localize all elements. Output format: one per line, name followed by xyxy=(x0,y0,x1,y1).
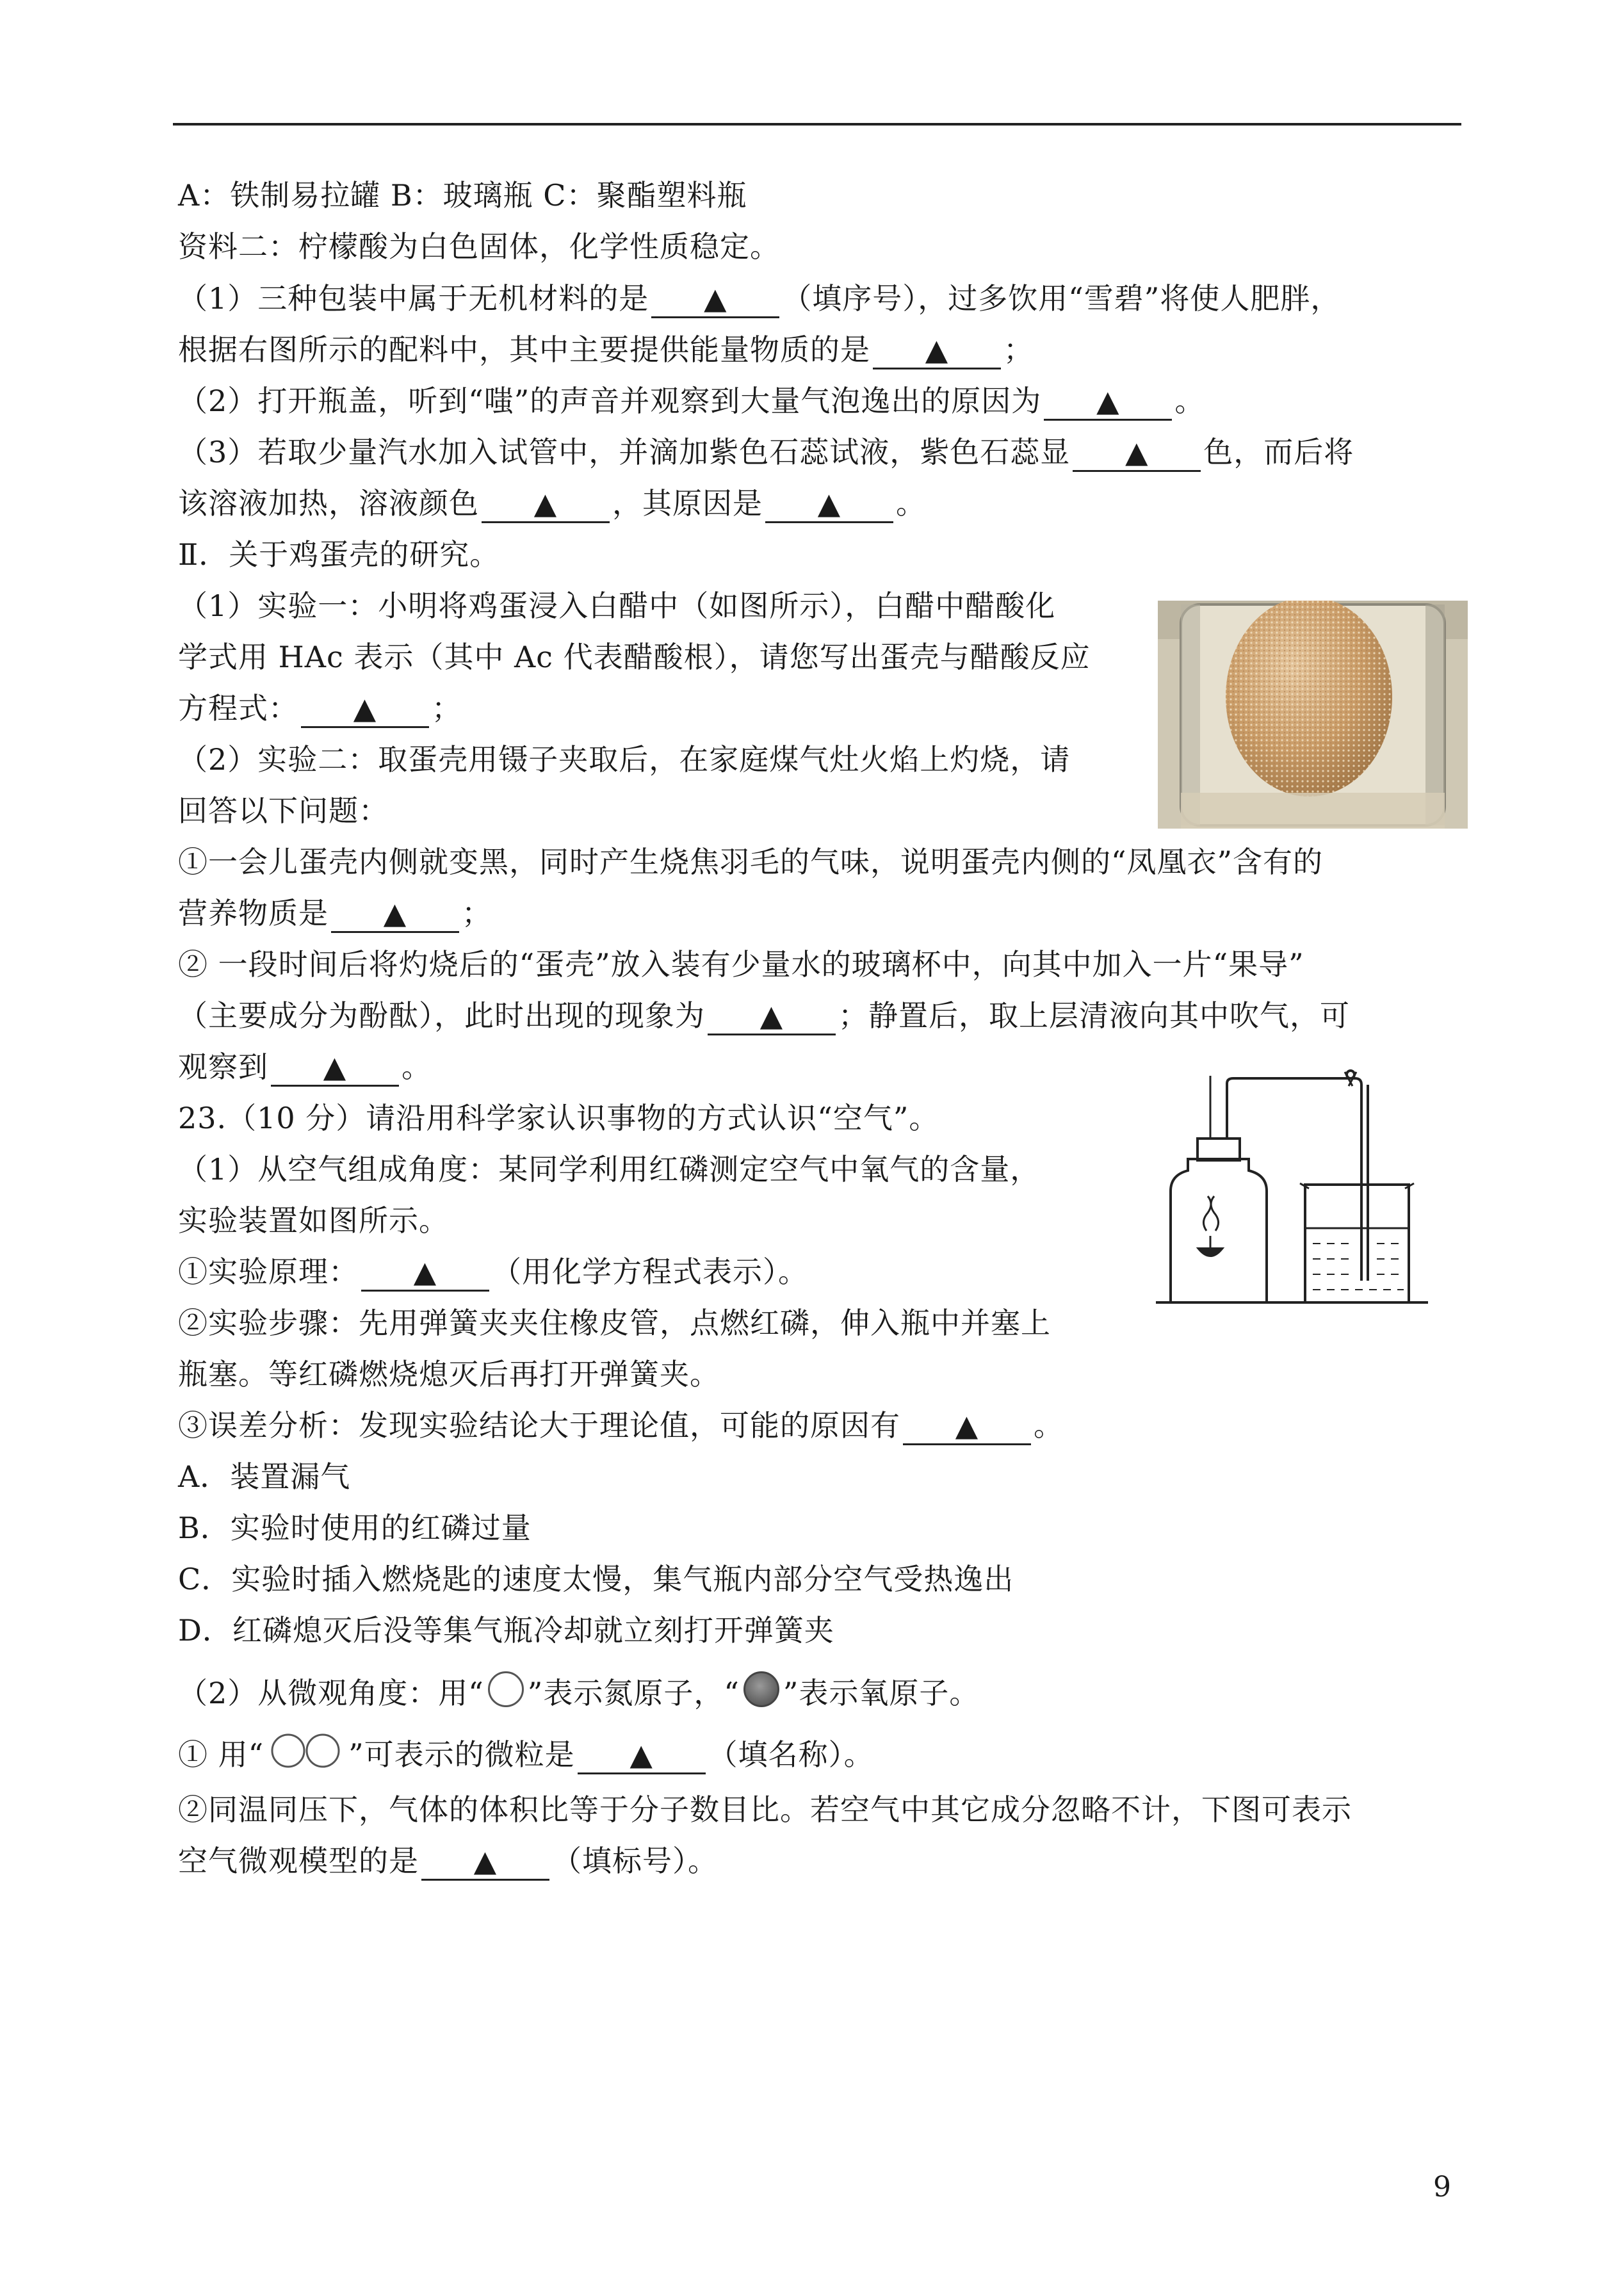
oxygen-atom-icon xyxy=(743,1671,779,1707)
question-heading: 23.（10 分）请沿用科学家认识事物的方式认识“空气”。 xyxy=(178,1101,939,1135)
text-line: ②实验步骤：先用弹簧夹夹住橡皮管，点燃红磷，伸入瓶中并塞上 xyxy=(178,1306,1051,1340)
text-line: 实验装置如图所示。 xyxy=(178,1203,449,1238)
text-line: ②同温同压下，气体的体积比等于分子数目比。若空气中其它成分忽略不计，下图可表示 xyxy=(178,1792,1352,1827)
egg-in-vinegar-photo xyxy=(1158,601,1468,829)
answer-blank: ▲ xyxy=(708,998,836,1035)
text-line: 方程式： ▲ ； xyxy=(178,689,462,728)
text-line: 资料二：柠檬酸为白色固体，化学性质稳定。 xyxy=(178,229,780,264)
text-line: 学式用 HAc 表示（其中 Ac 代表醋酸根），请您写出蛋壳与醋酸反应 xyxy=(178,640,1091,674)
text-line: （2）从微观角度：用“ ”表示氮原子，“ ”表示氧原子。 xyxy=(178,1671,979,1712)
text-line: （3）若取少量汽水加入试管中，并滴加紫色石蕊试液，紫色石蕊显 ▲ 色，而后将 xyxy=(178,433,1354,472)
answer-blank: ▲ xyxy=(361,1254,489,1292)
text-line: ③误差分析：发现实验结论大于理论值，可能的原因有 ▲ 。 xyxy=(178,1406,1064,1445)
text-line: （1）实验一：小明将鸡蛋浸入白醋中（如图所示），白醋中醋酸化 xyxy=(178,588,1056,623)
text-line: 空气微观模型的是 ▲ （填标号）。 xyxy=(178,1842,718,1881)
option-b: B．实验时使用的红磷过量 xyxy=(178,1511,532,1545)
answer-blank: ▲ xyxy=(651,280,779,318)
header-rule xyxy=(173,123,1461,126)
page-number: 9 xyxy=(1433,2171,1451,2203)
text-line: （1）从空气组成角度：某同学利用红磷测定空气中氧气的含量， xyxy=(178,1152,1041,1187)
text-line: ① 用“ ”可表示的微粒是 ▲ （填名称）。 xyxy=(178,1733,874,1778)
text-line: （主要成分为酚酞），此时出现的现象为 ▲ ；静置后，取上层清液向其中吹气，可 xyxy=(178,996,1350,1035)
answer-blank: ▲ xyxy=(903,1407,1031,1445)
answer-blank: ▲ xyxy=(301,690,429,728)
text-line: 根据右图所示的配料中，其中主要提供能量物质的是 ▲ ； xyxy=(178,330,1034,369)
answer-blank: ▲ xyxy=(578,1737,706,1774)
option-a: A．装置漏气 xyxy=(178,1459,351,1494)
option-c: C．实验时插入燃烧匙的速度太慢，集气瓶内部分空气受热逸出 xyxy=(178,1562,1014,1596)
nitrogen-molecule-icon xyxy=(268,1733,345,1778)
answer-blank: ▲ xyxy=(271,1049,399,1087)
text-line: （1）三种包装中属于无机材料的是 ▲ （填序号），过多饮用“雪碧”将使人肥胖， xyxy=(178,279,1340,318)
text-line: 回答以下问题： xyxy=(178,793,389,828)
text-line: 营养物质是 ▲ ； xyxy=(178,894,492,933)
text-line: ② 一段时间后将灼烧后的“蛋壳”放入装有少量水的玻璃杯中，向其中加入一片“果导” xyxy=(178,947,1304,982)
answer-blank: ▲ xyxy=(421,1843,549,1881)
text-line: （2）打开瓶盖，听到“嗤”的声音并观察到大量气泡逸出的原因为 ▲ 。 xyxy=(178,382,1205,421)
answer-blank: ▲ xyxy=(1073,434,1201,472)
phosphorus-apparatus-diagram xyxy=(1153,1057,1434,1306)
text-line: 该溶液加热，溶液颜色 ▲ ，其原因是 ▲ 。 xyxy=(178,484,926,523)
text-line: ①一会儿蛋壳内侧就变黑，同时产生烧焦羽毛的气味，说明蛋壳内侧的“凤凰衣”含有的 xyxy=(178,845,1324,879)
answer-blank: ▲ xyxy=(873,332,1001,369)
answer-blank: ▲ xyxy=(331,895,459,933)
text-line: ①实验原理： ▲ （用化学方程式表示）。 xyxy=(178,1253,808,1292)
answer-blank: ▲ xyxy=(482,485,610,523)
text-line: 观察到 ▲ 。 xyxy=(178,1048,432,1087)
section-heading: Ⅱ．关于鸡蛋壳的研究。 xyxy=(178,537,500,572)
answer-blank: ▲ xyxy=(1044,383,1172,421)
text-line: （2）实验二：取蛋壳用镊子夹取后，在家庭煤气灶火焰上灼烧，请 xyxy=(178,742,1071,777)
text-line: A：铁制易拉罐 B：玻璃瓶 C：聚酯塑料瓶 xyxy=(178,178,747,213)
answer-blank: ▲ xyxy=(765,485,893,523)
option-d: D．红磷熄灭后没等集气瓶冷却就立刻打开弹簧夹 xyxy=(178,1613,834,1648)
text-line: 瓶塞。等红磷燃烧熄灭后再打开弹簧夹。 xyxy=(178,1357,720,1391)
nitrogen-atom-icon xyxy=(488,1671,524,1707)
